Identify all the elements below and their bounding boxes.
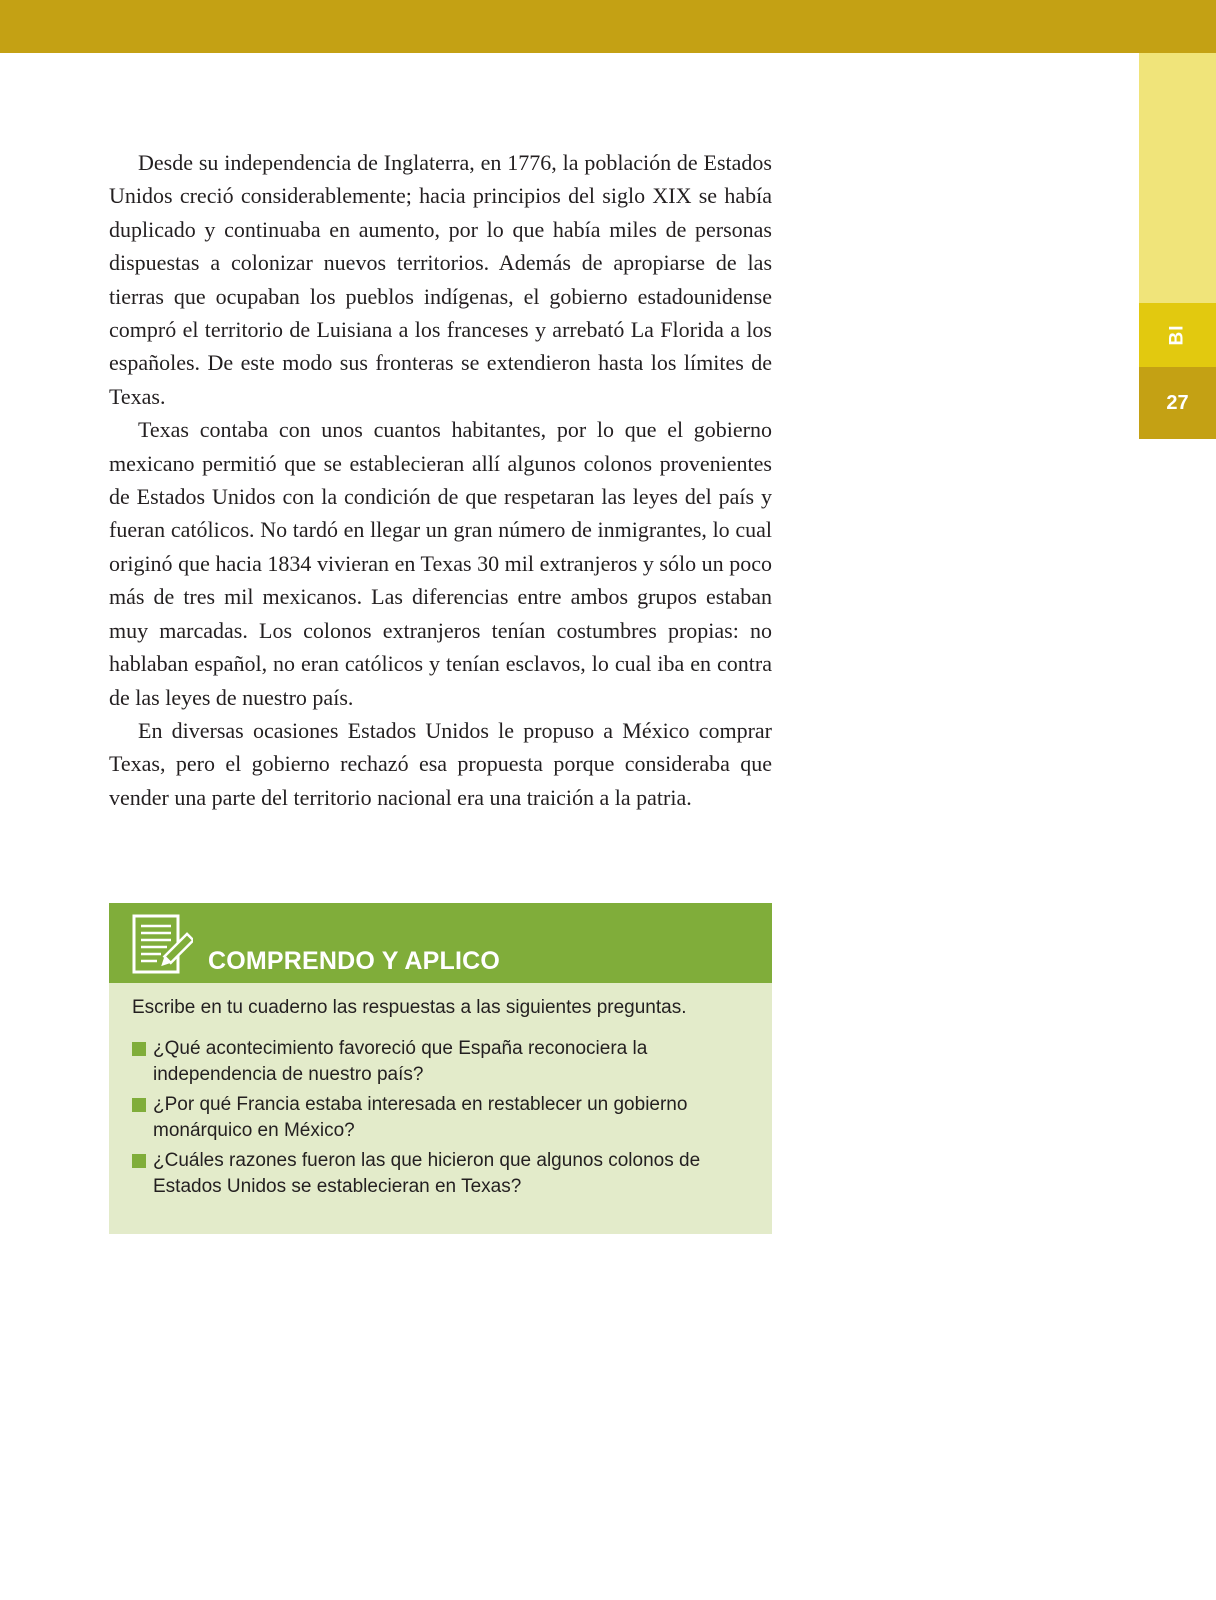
paragraph: Desde su independencia de Inglaterra, en 1776, la población de Estados Unidos creció considerablemente; hacia principios del siglo XIX se había duplicado y continuaba en aumento, por lo que había miles de personas dispuestas a colonizar nuevos territorios. Además de apropiarse de las tierras que ocupaban los pueblos indígenas, el gobierno estadounidense compró el territorio de Luisiana a los franceses y arrebató La Florida a los españoles. De este modo sus fronteras se extendieron hasta los límites de Texas.	[109, 150, 772, 409]
block-label: BI	[1166, 324, 1188, 346]
top-color-band	[0, 0, 1216, 53]
activity-header	[109, 903, 772, 983]
square-bullet-icon	[132, 1154, 146, 1168]
activity-instruction: Escribe en tu cuaderno las respuestas a las siguientes preguntas.	[132, 997, 687, 1018]
notebook-pencil-icon	[131, 913, 193, 977]
square-bullet-icon	[132, 1098, 146, 1112]
side-tab-upper	[1139, 53, 1216, 303]
body-text	[109, 146, 772, 814]
question-text: ¿Cuáles razones fueron las que hicieron que algunos colonos de Estados Unidos se establecieran en Texas?	[153, 1150, 701, 1197]
question-list	[132, 1036, 757, 1204]
activity-box	[109, 903, 772, 1234]
question-text: ¿Qué acontecimiento favoreció que España reconociera la independencia de nuestro país?	[153, 1038, 648, 1085]
question-item	[132, 1148, 757, 1199]
square-bullet-icon	[132, 1042, 146, 1056]
question-text: ¿Por qué Francia estaba interesada en restablecer un gobierno monárquico en México?	[153, 1094, 688, 1141]
side-block-tab	[1139, 303, 1216, 367]
paragraph: Texas contaba con unos cuantos habitantes, por lo que el gobierno mexicano permitió que se establecieran allí algunos colonos provenientes de Estados Unidos con la condición de que respetaran las leyes del país y fueran católicos. No tardó en llegar un gran número de inmigrantes, lo cual originó que hacia 1834 vivieran en Texas 30 mil extranjeros y sólo un poco más de tres mil mexicanos. Las diferencias entre ambos grupos estaban muy marcadas. Los colonos extranjeros tenían costumbres propias: no hablaban español, no eran católicos y tenían esclavos, lo cual iba en contra de las leyes de nuestro país.	[109, 417, 772, 710]
page-number: 27	[1139, 367, 1216, 439]
paragraph: En diversas ocasiones Estados Unidos le propuso a México comprar Texas, pero el gobierno rechazó esa propuesta porque consideraba que vender una parte del territorio nacional era una traición a la patria.	[109, 717, 772, 810]
question-item	[132, 1092, 757, 1143]
activity-title: COMPRENDO Y APLICO	[208, 947, 501, 975]
question-item	[132, 1036, 757, 1087]
